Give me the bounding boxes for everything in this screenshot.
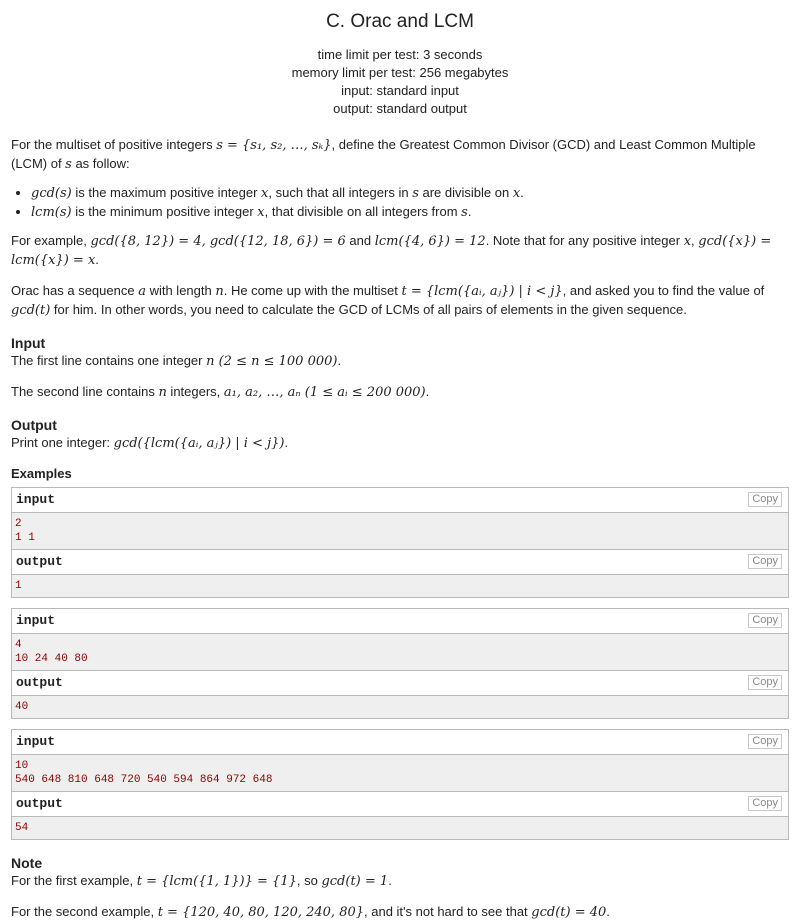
list-item: • gcd(s) is the maximum positive integer x, such that all integers in s are divisible on x. [31,184,789,203]
copy-button[interactable]: Copy [748,675,782,690]
example-output-data: 1 [12,575,788,597]
input-line-2: The second line contains n integers, a₁, a₂, …, aₙ (1 ≤ aᵢ ≤ 200 000). [11,384,430,400]
example-input-header: input Copy [12,730,788,755]
input-source: input: standard input [341,83,459,98]
problem-title: C. Orac and LCM [326,11,474,32]
legend-paragraph-2: For example, gcd({8, 12}) = 4, gcd({12, 18, 6}) = 6 and lcm({4, 6}) = 12. Note that for any positive integer x, gcd({x}) = lcm({x}) = x. [11,233,772,268]
copy-button[interactable]: Copy [748,554,782,569]
note-line-2: For the second example, t = {120, 40, 80, 120, 240, 80}, and it's not hard to see that gcd(t) = 40. [11,904,610,920]
example-output-data: 54 [12,817,788,839]
copy-button[interactable]: Copy [748,492,782,507]
output-heading: Output [11,417,57,433]
definition-list [11,184,789,222]
example-output-header: output Copy [12,549,788,575]
problem-statement [11,8,789,922]
copy-button[interactable]: Copy [748,796,782,811]
example-3 [11,729,789,840]
input-heading: Input [11,335,46,351]
output-line-1: Print one integer: gcd({lcm({aᵢ, aⱼ}) | i < j}). [11,435,289,451]
input-line-1: The first line contains one integer n (2 ≤ n ≤ 100 000). [11,353,342,369]
example-2 [11,608,789,719]
example-output-data: 40 [12,696,788,718]
legend-paragraph-3: Orac has a sequence a with length n. He come up with the multiset t = {lcm({aᵢ, aⱼ}) | i < j}, and asked you to find the value of gcd(t) for him. In other words, you need to calculate the GCD of LCMs of all pairs of elements in the given sequence. [11,283,765,318]
note-line-1: For the first example, t = {lcm({1, 1})} = {1}, so gcd(t) = 1. [11,873,392,889]
limits-block [11,46,789,118]
note-heading: Note [11,855,43,871]
example-output-header: output Copy [12,791,788,817]
example-output-header: output Copy [12,670,788,696]
examples-heading: Examples [11,466,72,481]
copy-button[interactable]: Copy [748,613,782,628]
output-source: output: standard output [333,101,467,116]
example-input-data: 4 10 24 40 80 [12,634,788,670]
example-input-header: input Copy [12,609,788,634]
example-input-data: 2 1 1 [12,513,788,549]
time-limit: time limit per test: 3 seconds [317,47,483,62]
copy-button[interactable]: Copy [748,734,782,749]
example-input-data: 10 540 648 810 648 720 540 594 864 972 648 [12,755,788,791]
list-item: • lcm(s) is the minimum positive integer x, that divisible on all integers from s. [31,203,789,222]
legend-paragraph-1: For the multiset of positive integers s = {s₁, s₂, …, sₖ}, define the Greatest Common Divisor (GCD) and Least Common Multiple (LCM) of s as follow: [11,137,756,172]
example-input-header: input Copy [12,488,788,513]
memory-limit: memory limit per test: 256 megabytes [291,65,509,80]
example-1 [11,487,789,598]
